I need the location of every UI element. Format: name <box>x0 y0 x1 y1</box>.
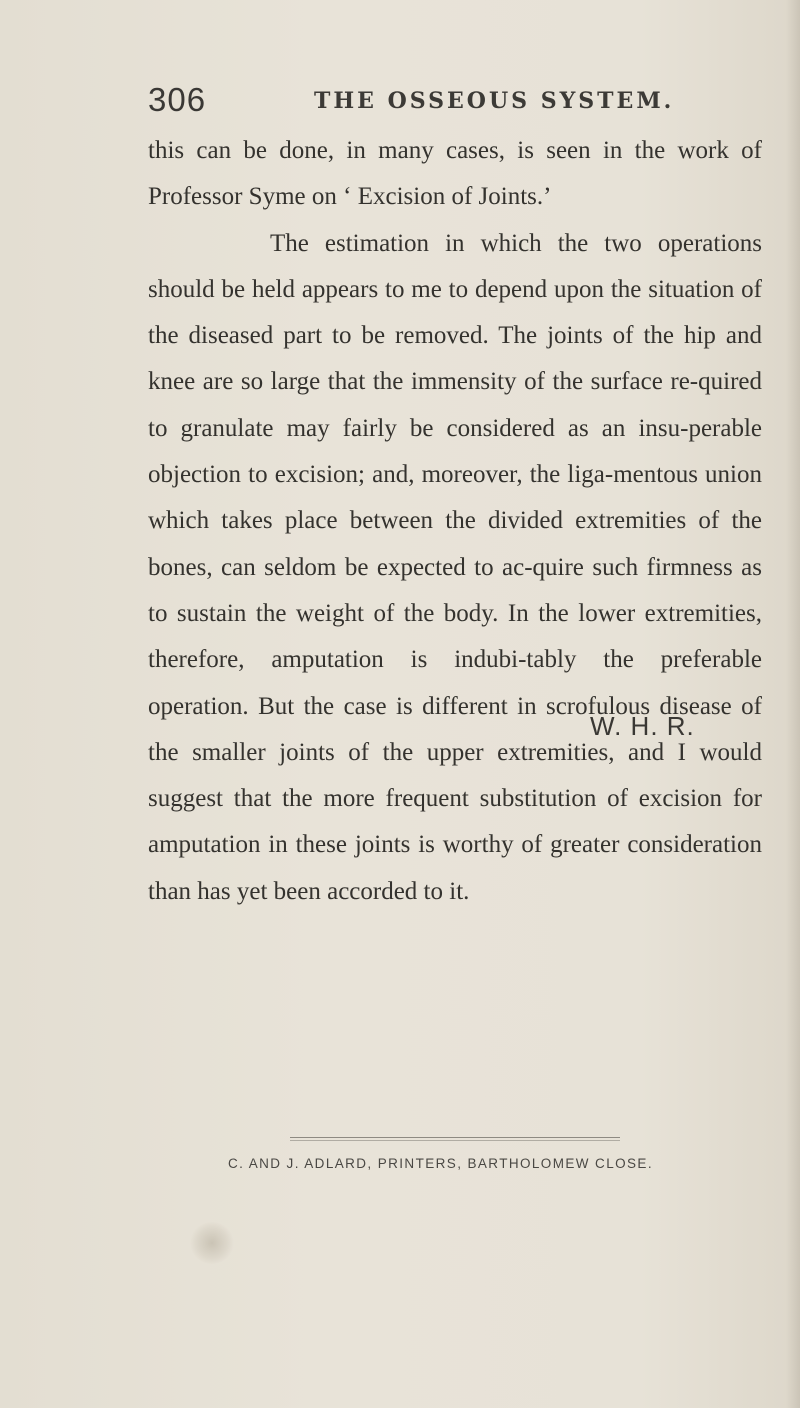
page-edge-shadow <box>786 0 800 1408</box>
running-title: THE OSSEOUS SYSTEM. <box>314 88 675 114</box>
footer-rule <box>290 1137 620 1138</box>
printer-imprint: C. AND J. ADLARD, PRINTERS, BARTHOLOMEW CLOSE. <box>228 1156 653 1171</box>
paragraph-estimation: The estimation in which the two operations should be held appears to me to depend upon the situation of the diseased part to be removed. The joints of the hip and knee are so large that the immensity of the surface re-quired to granulate may fairly be considered as an insu-perable objection to excision; and, moreover, the liga-mentous union which takes place between the divided extremities of the bones, can seldom be expected to ac-quire such firmness as to sustain the weight of the body. In the lower extremities, therefore, amputation is indubi-tably the preferable operation. But the case is different in scrofulous disease of the smaller joints of the upper extremities, and I would suggest that the more frequent substitution of excision for amputation in these joints is worthy of greater consideration than has yet been accorded to it. <box>148 229 762 905</box>
page-number: 306 <box>148 81 207 118</box>
footer-rule-secondary <box>290 1140 620 1141</box>
author-signature: W. H. R. <box>590 711 695 741</box>
paper-stain <box>190 1222 234 1264</box>
paragraph-continuation: this can be done, in many cases, is seen in the work of Professor Syme on ‘ Excision of Joints.’ <box>148 137 762 211</box>
page-header <box>148 78 788 122</box>
body-text <box>148 128 762 915</box>
